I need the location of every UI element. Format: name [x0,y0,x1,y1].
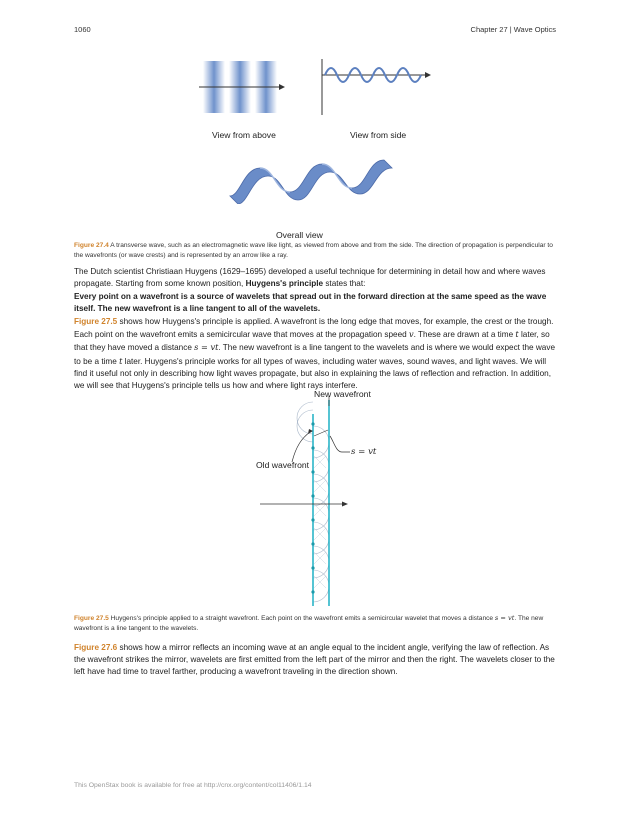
distance-pointer [330,436,350,452]
figure-label: Figure 27.4 [74,242,109,249]
caption-text-end: . The new wavefront is a line tangent to the wavelets. [74,615,544,632]
figure-27-5-caption [74,614,558,633]
figure-label: Figure 27.5 [74,615,109,622]
para2-text: later, so that they have moved a distance [74,330,550,353]
caption-text: Huygens's principle applied to a straight wavefront. Each point on the wavefront emits a semicircular wavelet that moves a distance [108,615,495,622]
view-from-side-diagram [322,59,431,115]
math-t: t [119,355,123,366]
label-overall-view: Overall view [276,230,323,240]
paragraph-2 [74,316,558,392]
overall-view-diagram [226,152,396,204]
label-new-wavefront: New wavefront [314,389,371,399]
para2-text: . The new wavefront is a line tangent to the wavelets and is where we would expect the wave to be a time [74,343,555,366]
overall-wave-surface [230,160,392,204]
para2-text: shows how Huygens's principle is applied. A wavefront is the long edge that moves, for example, the crest or the trough. Each point on the wavefront emits a semicircular wave that moves at the propagation speed [74,317,554,340]
math-v: v [408,329,414,340]
paragraph-3 [74,642,558,679]
para3-text: shows how a mirror reflects an incoming wave at an angle equal to the incident angle, verifying the law of reflection. As the wavefront strikes the mirror, wavelets are first emitted from the left part of the mirror and then the right. The wavelets closer to the left have had time to travel farther, producing a wavefront traveling in the direction shown. [74,643,555,677]
math-t: t [515,329,519,340]
label-view-from-above: View from above [212,130,276,140]
figure-27-4-caption [74,241,558,260]
figure-27-6-link[interactable]: Figure 27.6 [74,643,118,652]
term-huygens-principle: Huygens's principle [245,279,324,289]
para1-text: The Dutch scientist Christiaan Huygens (1629–1695) developed a useful technique for determining in detail how and where waves propagate. Starting from some known position, [74,267,546,289]
para1-text-end: states that: [323,279,366,289]
principle-statement: Every point on a wavefront is a source of wavelets that spread out in the forward direction at the same speed as the wave itself. The new wavefront is a line tangent to all of the wavelets. [74,292,547,314]
paragraph-1 [74,266,558,290]
math-s-eq-vt: s = vt [494,614,515,622]
chapter-title: Chapter 27 | Wave Optics [470,25,556,34]
para2-text: . These are drawn at a time [413,330,516,340]
view-from-above-diagram [199,61,285,113]
label-view-from-side: View from side [350,130,407,140]
page-number: 1060 [74,25,91,34]
caption-text: A transverse wave, such as an electromagnetic wave like light, as viewed from above and from the side. The direction of propagation is perpendicular to the wavefronts (or wave crests) and is represented by an arrow like a ray. [74,242,553,259]
footer-note: This OpenStax book is available for free at http://cnx.org/content/col11406/1.14 [74,782,312,789]
figure-27-5-diagram [230,384,390,612]
math-s-eq-vt: s = vt [194,342,219,353]
label-old-wavefront: Old wavefront [256,460,310,470]
label-s-eq-vt: s = vt [351,447,377,457]
figure-27-4-top [195,55,440,123]
para2-text: later. Huygens's principle works for all types of waves, including water waves, sound waves, and light waves. We will find it useful not only in describing how light waves propagate, but also in explaining the laws of reflection and refraction. In addition, we will see that Huygens's principle tells us how and where light rays interfere. [74,356,551,391]
figure-27-5-link[interactable]: Figure 27.5 [74,317,118,326]
